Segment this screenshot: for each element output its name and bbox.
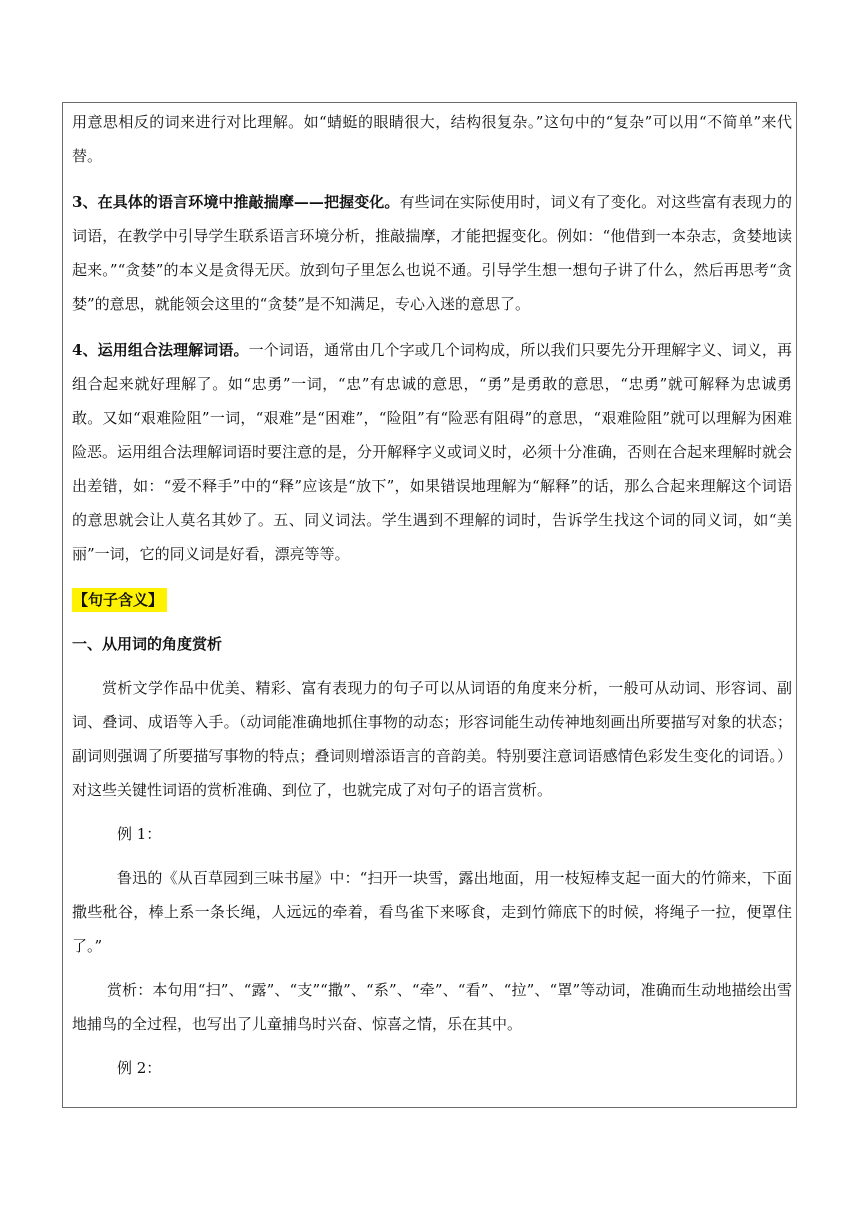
example-1-label: 例 1：: [117, 825, 162, 843]
document-content: [72, 105, 792, 1085]
paragraph-combination-heading: 4、运用组合法理解词语。: [72, 341, 249, 359]
paragraph-combination-method: [72, 333, 792, 571]
paragraph-combination-body: 一个词语，通常由几个字或几个词构成，所以我们只要先分开理解字义、词义，再组合起来就好理解了。如“忠勇”一词，“忠”有忠诚的意思，“勇”是勇敢的意思，“忠勇”就可解释为忠诚勇敢。又如“艰难险阻”一词，“艰难”是“困难”，“险阻”有“险恶有阻碍”的意思，“艰难险阻”就可以理解为困难险恶。运用组合法理解词语时要注意的是，分开解释字义或词义时，必须十分准确，否则在合起来理解时就会出差错，如：“爱不释手”中的“释”应该是“放下”，如果错误地理解为“解释”的话，那么合起来理解这个词语的意思就会让人莫名其妙了。五、同义词法。学生遇到不理解的词时，告诉学生找这个词的同义词，如“美丽”一词，它的同义词是好看，漂亮等等。: [72, 341, 793, 563]
section-heading-row: [72, 583, 792, 617]
example-1-text: 鲁迅的《从百草园到三味书屋》中：“扫开一块雪，露出地面，用一枝短棒支起一面大的竹筛来，下面撒些秕谷，棒上系一条长绳，人远远的牵着，看鸟雀下来啄食，走到竹筛底下的时候，将绳子一拉，便罩住了。”: [72, 869, 792, 955]
paragraph-context-method: [72, 185, 792, 321]
paragraph-context-heading: 3、在具体的语言环境中推敲揣摩——把握变化。: [72, 193, 400, 211]
example-2-label: 例 2：: [117, 1059, 162, 1077]
paragraph-contrast-method: 用意思相反的词来进行对比理解。如“蜻蜓的眼睛很大，结构很复杂。”这句中的“复杂”可以用“不简单”来代替。: [72, 113, 792, 165]
paragraph-word-usage-analysis: 赏析文学作品中优美、精彩、富有表现力的句子可以从词语的角度来分析，一般可从动词、形容词、副词、叠词、成语等入手。（动词能准确地抓住事物的动态；形容词能生动传神地刻画出所要描写对象的状态；副词则强调了所要描写事物的特点；叠词则增添语言的音韵美。特别要注意词语感情色彩发生变化的词语。）对这些关键性词语的赏析准确、到位了，也就完成了对句子的语言赏析。: [72, 679, 792, 799]
section-heading-sentence-meaning: 【句子含义】: [72, 588, 167, 612]
paragraph-context-body: 有些词在实际使用时，词义有了变化。对这些富有表现力的词语，在教学中引导学生联系语言环境分析，推敲揣摩，才能把握变化。例如：“他借到一本杂志，贪婪地读起来。”“贪婪”的本义是贪得无厌。放到句子里怎么也说不通。引导学生想一想句子讲了什么，然后再思考“贪婪”的意思，就能领会这里的“贪婪”是不知满足，专心入迷的意思了。: [72, 193, 792, 313]
subheading-word-usage: 一、从用词的角度赏析: [72, 635, 223, 653]
example-1-analysis: 赏析：本句用“扫”、“露”、“支”“撒”、“系”、“牵”、“看”、“拉”、“罩”等动词，准确而生动地描绘出雪地捕鸟的全过程，也写出了儿童捕鸟时兴奋、惊喜之情，乐在其中。: [72, 981, 792, 1033]
